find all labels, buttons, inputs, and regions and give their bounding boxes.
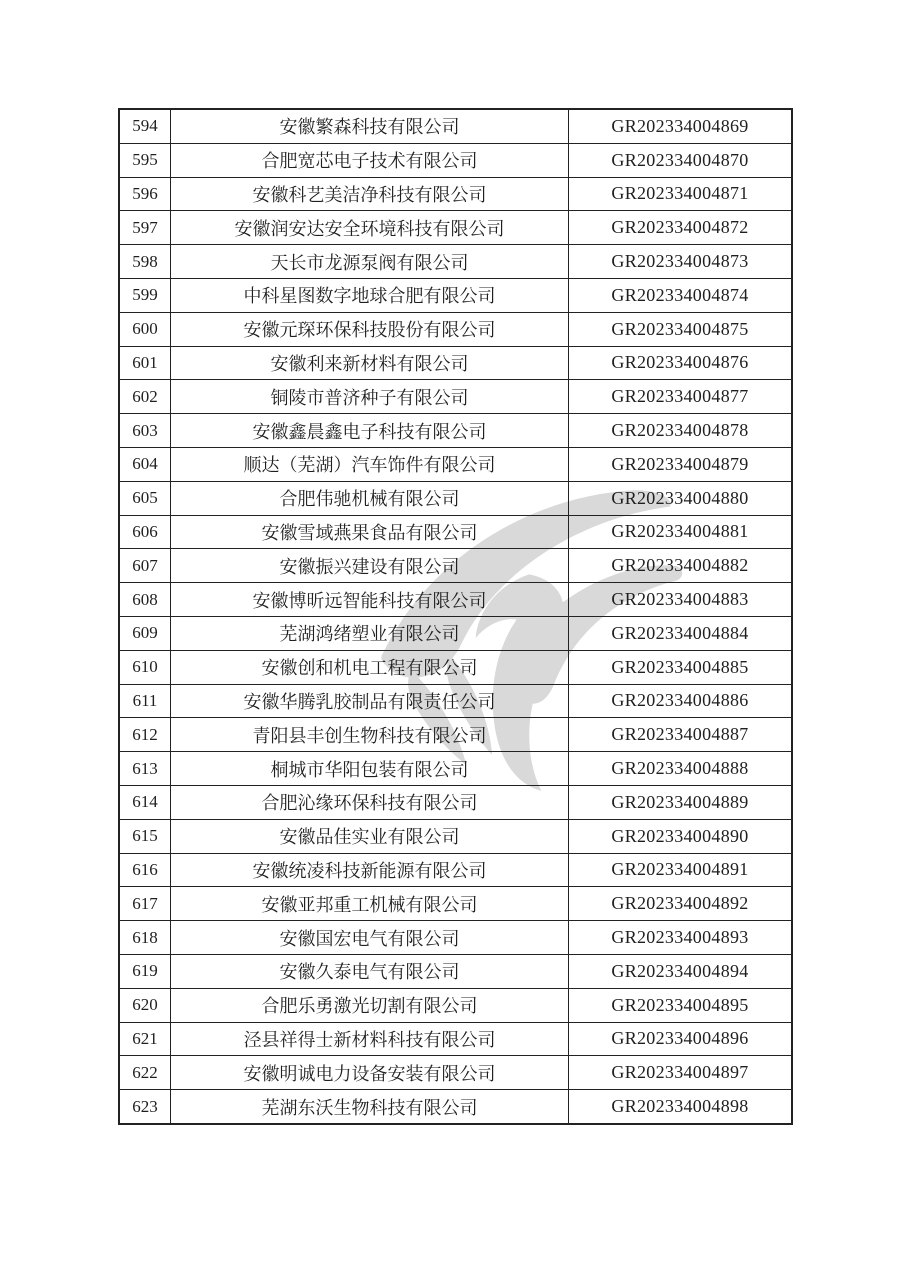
company-name-cell: 安徽久泰电气有限公司 xyxy=(171,954,569,988)
row-number-cell: 614 xyxy=(119,785,171,819)
company-name-cell: 安徽鑫晨鑫电子科技有限公司 xyxy=(171,414,569,448)
certificate-code-cell: GR202334004871 xyxy=(569,177,793,211)
certificate-code-cell: GR202334004880 xyxy=(569,481,793,515)
table-row xyxy=(119,481,792,515)
company-table-body xyxy=(119,109,792,1124)
company-name-cell: 安徽国宏电气有限公司 xyxy=(171,921,569,955)
row-number-cell: 623 xyxy=(119,1090,171,1124)
certificate-code-cell: GR202334004877 xyxy=(569,380,793,414)
certificate-code-cell: GR202334004872 xyxy=(569,211,793,245)
company-name-cell: 安徽科艺美洁净科技有限公司 xyxy=(171,177,569,211)
row-number-cell: 621 xyxy=(119,1022,171,1056)
company-name-cell: 安徽博昕远智能科技有限公司 xyxy=(171,583,569,617)
certificate-code-cell: GR202334004878 xyxy=(569,414,793,448)
table-row xyxy=(119,245,792,279)
certificate-code-cell: GR202334004882 xyxy=(569,549,793,583)
table-row xyxy=(119,853,792,887)
certificate-code-cell: GR202334004884 xyxy=(569,616,793,650)
row-number-cell: 609 xyxy=(119,616,171,650)
company-name-cell: 安徽亚邦重工机械有限公司 xyxy=(171,887,569,921)
table-row xyxy=(119,616,792,650)
table-row xyxy=(119,1056,792,1090)
company-name-cell: 安徽繁森科技有限公司 xyxy=(171,109,569,143)
table-row xyxy=(119,650,792,684)
company-name-cell: 合肥伟驰机械有限公司 xyxy=(171,481,569,515)
table-row xyxy=(119,312,792,346)
row-number-cell: 608 xyxy=(119,583,171,617)
table-row xyxy=(119,414,792,448)
table-row xyxy=(119,278,792,312)
table-row xyxy=(119,1022,792,1056)
table-row xyxy=(119,447,792,481)
certificate-code-cell: GR202334004879 xyxy=(569,447,793,481)
certificate-code-cell: GR202334004888 xyxy=(569,752,793,786)
table-row xyxy=(119,583,792,617)
row-number-cell: 599 xyxy=(119,278,171,312)
company-name-cell: 青阳县丰创生物科技有限公司 xyxy=(171,718,569,752)
company-name-cell: 安徽品佳实业有限公司 xyxy=(171,819,569,853)
table-row xyxy=(119,785,792,819)
row-number-cell: 597 xyxy=(119,211,171,245)
certificate-code-cell: GR202334004886 xyxy=(569,684,793,718)
company-name-cell: 合肥宽芯电子技术有限公司 xyxy=(171,143,569,177)
certificate-code-cell: GR202334004869 xyxy=(569,109,793,143)
row-number-cell: 622 xyxy=(119,1056,171,1090)
table-row xyxy=(119,177,792,211)
row-number-cell: 596 xyxy=(119,177,171,211)
table-row xyxy=(119,515,792,549)
row-number-cell: 616 xyxy=(119,853,171,887)
table-row xyxy=(119,143,792,177)
certificate-code-cell: GR202334004891 xyxy=(569,853,793,887)
row-number-cell: 594 xyxy=(119,109,171,143)
company-name-cell: 安徽润安达安全环境科技有限公司 xyxy=(171,211,569,245)
certificate-code-cell: GR202334004874 xyxy=(569,278,793,312)
certificate-code-cell: GR202334004870 xyxy=(569,143,793,177)
table-row xyxy=(119,380,792,414)
table-row xyxy=(119,819,792,853)
table-row xyxy=(119,1090,792,1124)
table-row xyxy=(119,752,792,786)
certificate-code-cell: GR202334004885 xyxy=(569,650,793,684)
certificate-code-cell: GR202334004893 xyxy=(569,921,793,955)
table-row xyxy=(119,988,792,1022)
company-name-cell: 安徽雪域燕果食品有限公司 xyxy=(171,515,569,549)
certificate-code-cell: GR202334004887 xyxy=(569,718,793,752)
row-number-cell: 620 xyxy=(119,988,171,1022)
company-name-cell: 芜湖东沃生物科技有限公司 xyxy=(171,1090,569,1124)
table-row xyxy=(119,718,792,752)
company-name-cell: 合肥沁缘环保科技有限公司 xyxy=(171,785,569,819)
certificate-code-cell: GR202334004889 xyxy=(569,785,793,819)
table-row xyxy=(119,109,792,143)
company-name-cell: 安徽明诚电力设备安装有限公司 xyxy=(171,1056,569,1090)
table-row xyxy=(119,211,792,245)
company-name-cell: 安徽元琛环保科技股份有限公司 xyxy=(171,312,569,346)
company-name-cell: 顺达（芜湖）汽车饰件有限公司 xyxy=(171,447,569,481)
table-row xyxy=(119,954,792,988)
certificate-code-cell: GR202334004894 xyxy=(569,954,793,988)
company-name-cell: 安徽统凌科技新能源有限公司 xyxy=(171,853,569,887)
row-number-cell: 610 xyxy=(119,650,171,684)
certificate-code-cell: GR202334004873 xyxy=(569,245,793,279)
certificate-code-cell: GR202334004896 xyxy=(569,1022,793,1056)
company-table xyxy=(118,108,793,1125)
company-name-cell: 安徽振兴建设有限公司 xyxy=(171,549,569,583)
row-number-cell: 606 xyxy=(119,515,171,549)
company-name-cell: 安徽华腾乳胶制品有限责任公司 xyxy=(171,684,569,718)
row-number-cell: 611 xyxy=(119,684,171,718)
row-number-cell: 615 xyxy=(119,819,171,853)
certificate-code-cell: GR202334004883 xyxy=(569,583,793,617)
company-name-cell: 安徽创和机电工程有限公司 xyxy=(171,650,569,684)
row-number-cell: 618 xyxy=(119,921,171,955)
certificate-code-cell: GR202334004875 xyxy=(569,312,793,346)
row-number-cell: 595 xyxy=(119,143,171,177)
company-name-cell: 安徽利来新材料有限公司 xyxy=(171,346,569,380)
row-number-cell: 617 xyxy=(119,887,171,921)
table-row xyxy=(119,549,792,583)
certificate-code-cell: GR202334004897 xyxy=(569,1056,793,1090)
row-number-cell: 600 xyxy=(119,312,171,346)
certificate-code-cell: GR202334004876 xyxy=(569,346,793,380)
row-number-cell: 612 xyxy=(119,718,171,752)
row-number-cell: 613 xyxy=(119,752,171,786)
certificate-code-cell: GR202334004881 xyxy=(569,515,793,549)
certificate-code-cell: GR202334004890 xyxy=(569,819,793,853)
row-number-cell: 601 xyxy=(119,346,171,380)
company-name-cell: 桐城市华阳包装有限公司 xyxy=(171,752,569,786)
table-row xyxy=(119,887,792,921)
row-number-cell: 598 xyxy=(119,245,171,279)
company-name-cell: 芜湖鸿绪塑业有限公司 xyxy=(171,616,569,650)
table-row xyxy=(119,346,792,380)
certificate-code-cell: GR202334004892 xyxy=(569,887,793,921)
row-number-cell: 619 xyxy=(119,954,171,988)
row-number-cell: 604 xyxy=(119,447,171,481)
table-row xyxy=(119,684,792,718)
row-number-cell: 603 xyxy=(119,414,171,448)
certificate-code-cell: GR202334004898 xyxy=(569,1090,793,1124)
row-number-cell: 605 xyxy=(119,481,171,515)
company-name-cell: 合肥乐勇激光切割有限公司 xyxy=(171,988,569,1022)
company-name-cell: 中科星图数字地球合肥有限公司 xyxy=(171,278,569,312)
company-name-cell: 泾县祥得士新材料科技有限公司 xyxy=(171,1022,569,1056)
row-number-cell: 602 xyxy=(119,380,171,414)
row-number-cell: 607 xyxy=(119,549,171,583)
table-row xyxy=(119,921,792,955)
certificate-code-cell: GR202334004895 xyxy=(569,988,793,1022)
company-name-cell: 天长市龙源泵阀有限公司 xyxy=(171,245,569,279)
company-name-cell: 铜陵市普济种子有限公司 xyxy=(171,380,569,414)
